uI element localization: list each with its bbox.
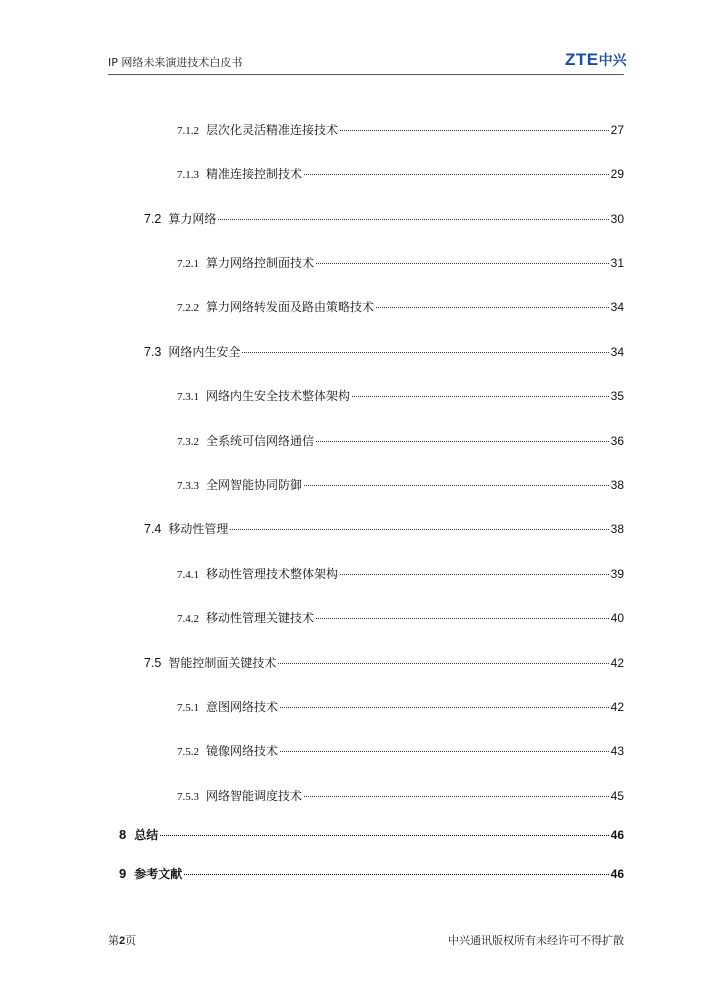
header-title: IP 网络未来演进技术白皮书 bbox=[108, 56, 243, 69]
toc-title: 层次化灵活精准连接技术 bbox=[206, 123, 339, 137]
toc-title: 精准连接控制技术 bbox=[206, 167, 303, 181]
toc-number: 7.1.2 bbox=[177, 125, 199, 137]
toc-title: 移动性管理技术整体架构 bbox=[206, 567, 339, 581]
zte-logo bbox=[565, 50, 627, 70]
toc-page: 39 bbox=[610, 567, 624, 581]
toc-title: 意图网络技术 bbox=[206, 700, 279, 714]
toc-entry[interactable] bbox=[144, 655, 624, 671]
toc-leader bbox=[218, 219, 608, 220]
toc-title: 智能控制面关键技术 bbox=[168, 656, 277, 670]
toc-number: 7.4.1 bbox=[177, 569, 199, 581]
toc-leader bbox=[280, 707, 609, 708]
toc-number: 7.5.1 bbox=[177, 702, 199, 714]
toc-entry[interactable] bbox=[177, 388, 624, 405]
toc-number: 7.3.1 bbox=[177, 391, 199, 403]
toc-page: 46 bbox=[610, 828, 624, 842]
toc-page: 45 bbox=[610, 789, 624, 803]
toc-entry[interactable] bbox=[177, 566, 624, 583]
toc-entry[interactable] bbox=[177, 299, 624, 316]
toc-number: 7.4 bbox=[144, 522, 162, 536]
toc-number: 7.3.3 bbox=[177, 480, 199, 492]
toc-number: 7.5.2 bbox=[177, 746, 199, 758]
toc-entry[interactable] bbox=[177, 743, 624, 760]
toc-page: 42 bbox=[610, 700, 624, 714]
toc-entry[interactable] bbox=[177, 699, 624, 716]
toc-entry[interactable] bbox=[177, 255, 624, 272]
toc-page: 42 bbox=[610, 656, 624, 670]
toc-page: 30 bbox=[610, 212, 624, 226]
toc-leader bbox=[242, 352, 608, 353]
toc-leader bbox=[184, 874, 608, 875]
toc-title: 全系统可信网络通信 bbox=[206, 434, 315, 448]
toc-leader bbox=[280, 751, 609, 752]
toc-leader bbox=[278, 663, 608, 664]
toc-entry[interactable] bbox=[119, 866, 624, 882]
copyright-notice: 中兴通讯版权所有未经许可不得扩散 bbox=[448, 934, 624, 947]
toc-number: 7.4.2 bbox=[177, 613, 199, 625]
toc-number: 7.1.3 bbox=[177, 169, 199, 181]
page-number-value: 2 bbox=[119, 935, 126, 947]
toc-page: 46 bbox=[610, 867, 624, 881]
toc-title: 移动性管理 bbox=[168, 522, 229, 536]
toc-number: 8 bbox=[119, 827, 127, 842]
toc-page: 38 bbox=[610, 478, 624, 492]
toc-page: 40 bbox=[610, 611, 624, 625]
toc-entry[interactable] bbox=[177, 122, 624, 139]
toc-number: 9 bbox=[119, 866, 127, 881]
toc-leader bbox=[376, 307, 609, 308]
toc-entry[interactable] bbox=[144, 521, 624, 537]
toc-number: 7.3 bbox=[144, 345, 162, 359]
toc-page: 35 bbox=[610, 389, 624, 403]
toc-number: 7.2.2 bbox=[177, 302, 199, 314]
toc-entry[interactable] bbox=[144, 344, 624, 360]
toc-page: 27 bbox=[610, 123, 624, 137]
toc-number: 7.5.3 bbox=[177, 791, 199, 803]
toc-page: 29 bbox=[610, 167, 624, 181]
toc-number: 7.3.2 bbox=[177, 436, 199, 448]
toc-number: 7.5 bbox=[144, 656, 162, 670]
toc-leader bbox=[304, 485, 609, 486]
toc-page: 31 bbox=[610, 256, 624, 270]
toc-leader bbox=[316, 618, 609, 619]
toc-title: 网络内生安全技术整体架构 bbox=[206, 389, 351, 403]
toc-title: 算力网络控制面技术 bbox=[206, 256, 315, 270]
toc-entry[interactable] bbox=[177, 477, 624, 494]
toc-number: 7.2 bbox=[144, 212, 162, 226]
logo-cn: 中兴 bbox=[598, 53, 627, 69]
toc-page: 36 bbox=[610, 434, 624, 448]
toc-entry[interactable] bbox=[177, 433, 624, 450]
toc-leader bbox=[316, 441, 609, 442]
toc-leader bbox=[340, 574, 609, 575]
toc-title: 总结 bbox=[134, 828, 159, 842]
toc-leader bbox=[160, 835, 608, 836]
toc-leader bbox=[352, 396, 609, 397]
toc-title: 网络智能调度技术 bbox=[206, 789, 303, 803]
toc-leader bbox=[230, 529, 608, 530]
toc-title: 参考文献 bbox=[134, 867, 183, 881]
logo-latin: ZTE bbox=[565, 50, 599, 69]
toc-leader bbox=[304, 174, 609, 175]
toc-page: 34 bbox=[610, 345, 624, 359]
toc-entry[interactable] bbox=[119, 827, 624, 843]
toc-page: 38 bbox=[610, 522, 624, 536]
toc-title: 算力网络转发面及路由策略技术 bbox=[206, 300, 375, 314]
toc-title: 镜像网络技术 bbox=[206, 744, 279, 758]
toc-number: 7.2.1 bbox=[177, 258, 199, 270]
toc-leader bbox=[340, 130, 609, 131]
toc-title: 网络内生安全 bbox=[168, 345, 241, 359]
toc-entry[interactable] bbox=[177, 788, 624, 805]
page-prefix: 第 bbox=[108, 934, 119, 947]
toc-entry[interactable] bbox=[144, 211, 624, 227]
toc-leader bbox=[316, 263, 609, 264]
toc-entry[interactable] bbox=[177, 166, 624, 183]
toc-leader bbox=[304, 796, 609, 797]
page-number bbox=[108, 932, 136, 948]
toc-page: 34 bbox=[610, 300, 624, 314]
header-rule bbox=[108, 74, 624, 75]
toc-entry[interactable] bbox=[177, 610, 624, 627]
toc-title: 移动性管理关键技术 bbox=[206, 611, 315, 625]
toc-title: 全网智能协同防御 bbox=[206, 478, 303, 492]
toc-page: 43 bbox=[610, 744, 624, 758]
page-suffix: 页 bbox=[125, 934, 137, 947]
toc-title: 算力网络 bbox=[168, 212, 217, 226]
